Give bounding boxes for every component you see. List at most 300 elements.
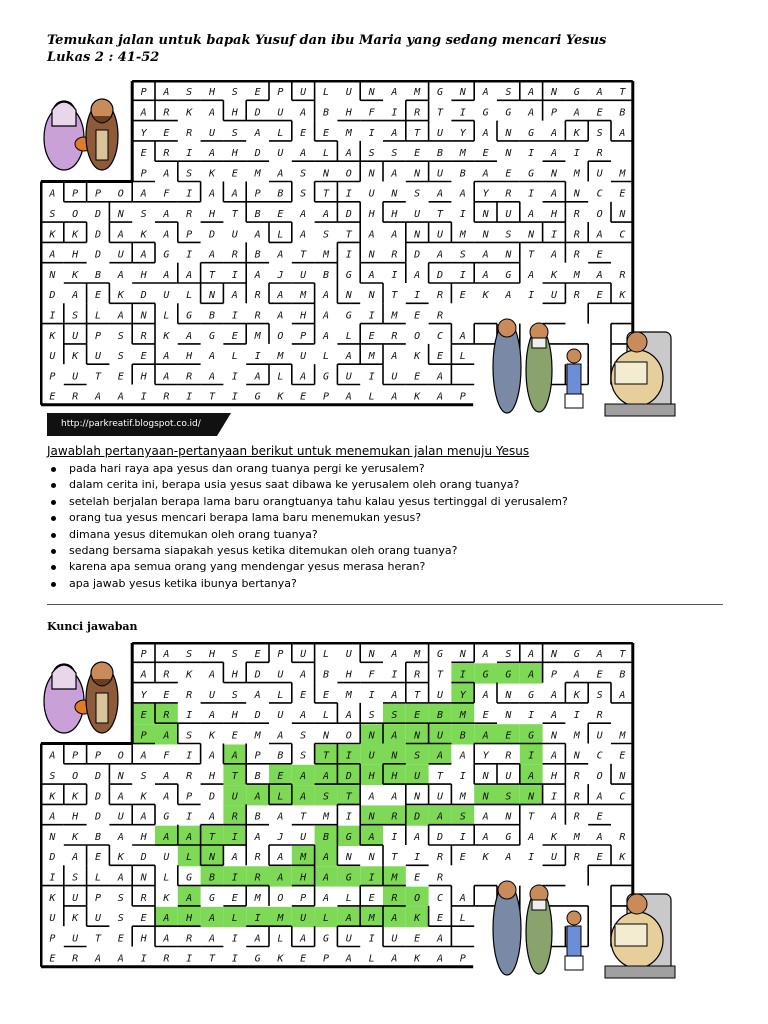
maze-letter: P [94, 892, 102, 904]
maze-letter: N [49, 269, 56, 281]
maze-letter: A [391, 791, 398, 803]
maze-letter: A [482, 249, 489, 261]
maze-letter: U [163, 290, 170, 302]
maze-letter: A [140, 188, 147, 200]
maze-letter: S [117, 892, 124, 904]
maze-letter: A [277, 168, 284, 180]
maze-letter: L [277, 127, 284, 139]
maze-letter: A [49, 249, 56, 261]
maze-letter: E [459, 290, 466, 302]
maze-letter: A [94, 391, 102, 403]
maze-letter: A [414, 831, 421, 843]
maze-letter: T [300, 249, 307, 261]
maze-letter: R [573, 208, 580, 220]
maze-letter: N [368, 811, 375, 823]
maze-letter: N [505, 710, 512, 722]
maze-letter: B [254, 811, 261, 823]
maze-letter: A [208, 811, 216, 823]
maze-letter: A [277, 290, 284, 302]
maze-letter: G [482, 669, 489, 681]
maze-letter: I [231, 831, 238, 843]
maze-letter: H [231, 148, 238, 160]
maze-letter: R [163, 148, 170, 160]
maze-letter: S [231, 127, 238, 139]
maze-letter: G [208, 330, 216, 342]
maze-letter: A [163, 371, 170, 383]
maze-letter: M [300, 290, 307, 302]
maze-letter: N [573, 750, 580, 762]
maze-letter: D [414, 811, 421, 823]
maze-letter: I [391, 107, 398, 119]
maze-letter: N [414, 168, 421, 180]
maze-letter: N [368, 730, 375, 742]
maze-letter: M [414, 87, 421, 99]
maze-letter: U [345, 933, 352, 945]
maze-letter: R [391, 811, 398, 823]
maze-letter: A [300, 933, 307, 945]
maze-letter: S [300, 188, 307, 200]
maze-letter: D [140, 290, 147, 302]
maze-letter: I [550, 229, 558, 241]
maze-letter: B [619, 107, 626, 119]
maze-letter: I [186, 188, 193, 200]
maze-letter: B [459, 168, 466, 180]
maze-letter: K [208, 730, 216, 742]
maze-letter: H [208, 770, 216, 782]
maze-letter: N [550, 87, 558, 99]
maze-letter: M [573, 831, 580, 843]
maze-letter: M [368, 351, 375, 363]
maze-letter: A [459, 750, 466, 762]
maze-letter: E [368, 330, 375, 342]
maze-letter: I [231, 391, 238, 403]
maze-letter: A [254, 269, 261, 281]
maze-letter: A [163, 208, 170, 220]
maze-letter: D [254, 710, 261, 722]
maze-letter: G [482, 107, 489, 119]
maze-letter: C [596, 188, 603, 200]
maze-letter: P [72, 750, 79, 762]
maze-letter: K [482, 852, 489, 864]
maze-letter: A [277, 872, 284, 884]
maze-letter: A [596, 831, 603, 843]
maze-letter: B [322, 831, 330, 843]
maze-letter: K [186, 669, 193, 681]
maze-letter: M [459, 791, 466, 803]
maze-letter: A [482, 689, 489, 701]
maze-letter: N [322, 168, 330, 180]
maze-letter: U [300, 649, 307, 661]
maze-letter: A [163, 351, 170, 363]
maze-letter: L [94, 872, 102, 884]
maze-letter: N [140, 872, 147, 884]
section-divider [47, 604, 723, 605]
maze-letter: R [231, 811, 238, 823]
maze-letter: N [208, 852, 216, 864]
maze-letter: R [186, 371, 193, 383]
maze-letter: U [72, 933, 79, 945]
maze-letter: P [254, 188, 261, 200]
maze-letter: M [459, 229, 466, 241]
maze-letter: L [322, 710, 330, 722]
maze-letter: R [391, 249, 398, 261]
question-item: apa jawab yesus ketika ibunya bertanya? [63, 576, 657, 592]
maze-letter: P [550, 669, 558, 681]
maze-letter: T [619, 649, 626, 661]
maze-letter: M [254, 730, 261, 742]
question-item: orang tua yesus mencari berapa lama baru menemukan yesus? [63, 510, 657, 526]
maze-letter: L [94, 310, 102, 322]
maze-letter: I [368, 371, 375, 383]
maze-letter: U [72, 330, 79, 342]
maze-letter: R [254, 290, 261, 302]
maze-letter: K [72, 269, 79, 281]
maze-letter: R [391, 330, 398, 342]
maze-letter: E [414, 710, 421, 722]
maze-letter: O [277, 892, 284, 904]
maze-letter: I [459, 669, 466, 681]
maze-letter: B [459, 730, 466, 742]
maze-letter: H [368, 208, 375, 220]
maze-letter: E [596, 107, 603, 119]
maze-letter: L [322, 87, 330, 99]
maze-letter: B [322, 107, 330, 119]
maze-letter: S [596, 689, 603, 701]
maze-letter: A [117, 791, 124, 803]
maze-letter: S [368, 148, 375, 160]
maze-letter: D [94, 811, 102, 823]
website-label-arrow [217, 413, 231, 436]
maze-letter: I [254, 913, 261, 925]
maze-letter: B [254, 770, 261, 782]
maze-letter: E [94, 290, 102, 302]
maze-letter: E [322, 127, 330, 139]
maze-letter: K [550, 831, 558, 843]
maze-letter: S [505, 87, 512, 99]
maze-letter: H [140, 933, 147, 945]
maze-letter: E [49, 391, 56, 403]
temple-scene-illustration-key [487, 874, 685, 984]
maze-letter: S [49, 770, 56, 782]
maze-letter: A [482, 730, 489, 742]
maze-letter: N [322, 730, 330, 742]
maze-letter: G [322, 933, 330, 945]
maze-letter: U [436, 689, 444, 701]
maze-letter: R [163, 953, 170, 965]
maze-letter: L [345, 892, 352, 904]
maze-letter: P [186, 791, 193, 803]
maze-letter: A [345, 148, 352, 160]
maze-letter: R [186, 770, 193, 782]
maze-letter: S [186, 649, 193, 661]
maze-letter: S [231, 87, 238, 99]
maze-letter: A [528, 770, 535, 782]
maze-letter: A [300, 148, 307, 160]
maze-letter: R [619, 831, 626, 843]
maze-letter: S [459, 811, 466, 823]
maze-letter: K [619, 290, 626, 302]
maze-letter: N [482, 770, 489, 782]
maze-letter: R [505, 750, 512, 762]
maze-letter: E [436, 913, 444, 925]
maze-letter: S [117, 351, 124, 363]
maze-letter: A [550, 811, 558, 823]
maze-letter: R [254, 310, 261, 322]
maze-letter: G [345, 872, 352, 884]
maze-letter: L [186, 852, 193, 864]
maze-letter: A [254, 229, 261, 241]
maze-letter: A [436, 811, 444, 823]
maze-letter: U [596, 168, 603, 180]
maze-letter: A [163, 730, 170, 742]
maze-letter: A [277, 249, 284, 261]
maze-letter: S [117, 330, 124, 342]
maze-letter: H [345, 669, 352, 681]
maze-letter: K [277, 391, 284, 403]
maze-letter: G [573, 87, 580, 99]
maze-letter: R [573, 811, 580, 823]
maze-letter: E [231, 730, 238, 742]
maze-letter: I [231, 933, 238, 945]
maze-letter: E [596, 852, 603, 864]
maze-letter: O [414, 330, 421, 342]
maze-letter: H [300, 872, 307, 884]
maze-letter: E [414, 872, 421, 884]
maze-letter: A [391, 953, 398, 965]
maze-letter: E [140, 913, 147, 925]
maze-letter: O [414, 892, 421, 904]
maze-letter: U [72, 892, 79, 904]
maze-letter: R [254, 872, 261, 884]
maze-letter: A [208, 107, 216, 119]
maze-letter: E [254, 649, 261, 661]
maze-letter: I [528, 148, 535, 160]
maze-letter: N [528, 229, 535, 241]
maze-letter: D [94, 791, 102, 803]
maze-letter: F [163, 188, 170, 200]
maze-letter: A [596, 229, 603, 241]
maze-letter: T [208, 953, 216, 965]
maze-letter: A [300, 107, 307, 119]
maze-letter: B [254, 249, 261, 261]
maze-letter: B [208, 310, 216, 322]
maze-letter: B [619, 669, 626, 681]
maze-letter: S [186, 87, 193, 99]
maze-letter: I [231, 371, 238, 383]
maze-letter: P [49, 933, 56, 945]
maze-letter: A [528, 87, 535, 99]
maze-letter: T [345, 229, 352, 241]
maze-letter: A [163, 229, 170, 241]
maze-letter: E [596, 669, 603, 681]
maze-letter: G [505, 831, 512, 843]
maze-letter: U [505, 208, 512, 220]
maze-letter: H [186, 913, 193, 925]
maze-letter: A [254, 791, 261, 803]
maze-letter: S [117, 913, 124, 925]
maze-letter: U [368, 188, 375, 200]
maze-letter: T [391, 852, 398, 864]
maze-letter: P [322, 953, 330, 965]
maze-letter: A [140, 750, 147, 762]
maze-letter: I [528, 710, 535, 722]
maze-letter: R [254, 852, 261, 864]
maze-letter: M [391, 310, 398, 322]
maze-letter: A [482, 649, 489, 661]
maze-letter: A [277, 730, 284, 742]
maze-letter: L [368, 953, 375, 965]
maze-letter: H [368, 770, 375, 782]
maze-letter: A [505, 852, 512, 864]
maze-letter: I [391, 831, 398, 843]
maze-letter: M [254, 892, 261, 904]
maze-letter: I [345, 750, 352, 762]
maze-letter: U [277, 710, 284, 722]
maze-letter: P [140, 168, 147, 180]
maze-letter: I [459, 269, 466, 281]
maze-letter: L [345, 330, 352, 342]
maze-letter: A [140, 811, 147, 823]
maze-letter: G [322, 371, 330, 383]
maze-letter: S [140, 208, 147, 220]
maze-letter: L [231, 913, 238, 925]
maze-letter: K [208, 168, 216, 180]
maze-letter: H [391, 208, 398, 220]
maze-letter: A [391, 913, 398, 925]
maze-letter: Y [459, 127, 466, 139]
maze-letter: N [505, 249, 512, 261]
maze-letter: A [596, 649, 603, 661]
maze-letter: I [368, 689, 375, 701]
maze-letter: A [300, 791, 307, 803]
maze-letter: S [459, 249, 466, 261]
maze-letter: U [117, 249, 124, 261]
maze-letter: U [391, 933, 398, 945]
maze-letter: S [49, 208, 56, 220]
maze-letter: G [163, 811, 170, 823]
maze-letter: H [550, 770, 558, 782]
maze-letter: K [72, 229, 79, 241]
maze-letter: T [208, 831, 216, 843]
maze-letter: T [436, 770, 444, 782]
maze-letter: A [528, 107, 535, 119]
maze-letter: Y [140, 127, 147, 139]
maze-letter: A [254, 127, 261, 139]
maze-letter: B [94, 269, 102, 281]
maze-letter: R [72, 391, 79, 403]
maze-letter: D [345, 208, 352, 220]
maze-letter: K [482, 290, 489, 302]
maze-letter: H [72, 249, 79, 261]
maze-letter: L [231, 351, 238, 363]
maze-letter: M [254, 330, 261, 342]
maze-letter: A [368, 269, 375, 281]
maze-letter: E [596, 811, 603, 823]
maze-letter: U [436, 791, 444, 803]
maze-letter: T [391, 290, 398, 302]
maze-letter: D [345, 770, 352, 782]
maze-letter: E [414, 371, 421, 383]
maze-letter: U [414, 770, 421, 782]
maze-letter: K [49, 330, 56, 342]
maze-letter: M [322, 811, 330, 823]
maze-letter: F [368, 669, 375, 681]
maze-letter: N [619, 770, 626, 782]
maze-letter: T [528, 811, 535, 823]
maze-letter: N [482, 791, 489, 803]
maze-letter: N [550, 730, 558, 742]
maze-letter: G [254, 391, 261, 403]
maze-letter: A [550, 188, 558, 200]
maze-letter: G [505, 669, 512, 681]
maze-letter: U [231, 791, 238, 803]
maze-letter: A [436, 249, 444, 261]
maze-letter: P [277, 87, 284, 99]
maze-letter: A [436, 953, 444, 965]
maze-letter: K [573, 127, 580, 139]
maze-letter: U [94, 913, 102, 925]
maze-letter: A [528, 831, 535, 843]
maze-letter: D [254, 148, 261, 160]
maze-letter: A [163, 913, 170, 925]
maze-letter: I [414, 852, 421, 864]
maze-letter: I [186, 953, 193, 965]
maze-letter: A [322, 770, 330, 782]
maze-letter: P [300, 892, 307, 904]
maze-letter: L [322, 649, 330, 661]
maze-letter: A [391, 351, 398, 363]
maze-letter: E [117, 371, 124, 383]
maze-letter: D [94, 249, 102, 261]
maze-letter: H [208, 649, 216, 661]
maze-letter: O [117, 188, 124, 200]
maze-letter: N [368, 649, 375, 661]
maze-letter: A [619, 127, 626, 139]
maze-letter: A [596, 87, 603, 99]
maze-letter: K [163, 330, 170, 342]
maze-letter: O [596, 770, 603, 782]
maze-letter: P [254, 750, 261, 762]
maze-letter: D [140, 852, 147, 864]
maze-letter: E [596, 290, 603, 302]
instructions: Jawablah pertanyaan-pertanyaan berikut untuk menemukan jalan menuju Yesus [47, 444, 530, 458]
maze-letter: A [391, 229, 398, 241]
maze-letter: H [345, 107, 352, 119]
maze-letter: U [208, 689, 216, 701]
maze-letter: P [550, 107, 558, 119]
maze-letter: U [550, 852, 558, 864]
maze-letter: I [573, 710, 580, 722]
maze-letter: R [163, 710, 170, 722]
maze-letter: I [231, 269, 238, 281]
maze-letter: A [391, 391, 398, 403]
maze-letter: A [254, 371, 261, 383]
maze-letter: F [368, 107, 375, 119]
maze-letter: L [163, 872, 170, 884]
maze-letter: G [163, 249, 170, 261]
maze-letter: E [117, 933, 124, 945]
maze-letter: A [140, 249, 147, 261]
maze-letter: R [573, 770, 580, 782]
worksheet-title [47, 32, 606, 66]
maze-letter: U [436, 168, 444, 180]
maze-letter: S [231, 649, 238, 661]
maze-letter: P [140, 87, 147, 99]
maze-letter: A [436, 371, 444, 383]
maze-letter: E [300, 953, 307, 965]
maze-letter: A [186, 330, 193, 342]
maze-letter: A [163, 831, 170, 843]
